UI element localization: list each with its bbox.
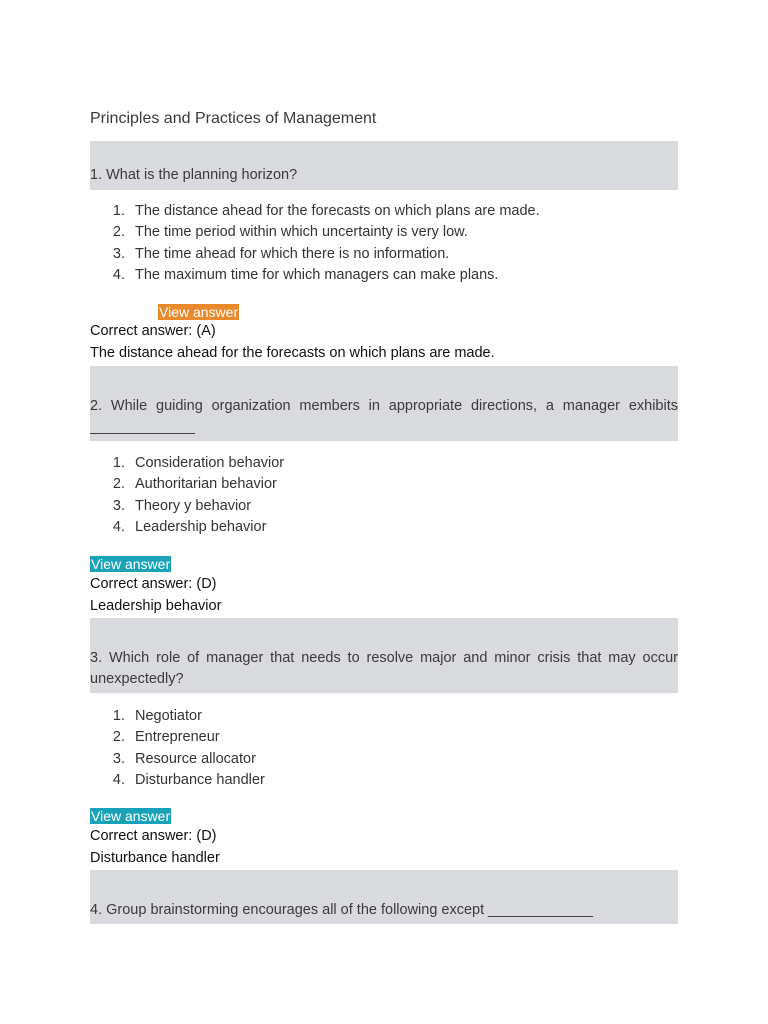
answer-explanation-3: Disturbance handler [90,850,220,866]
list-item: 1. Negotiator [112,708,202,724]
list-item: 4. The maximum time for which managers can make plans. [112,266,499,283]
list-item: 3. Resource allocator [112,750,256,767]
answer-explanation-1: The distance ahead for the forecasts on which plans are made. [90,345,495,361]
correct-answer-3: Correct answer: (D) [90,828,217,844]
list-item: 4. Disturbance handler [112,771,265,788]
list-item: 3. The time ahead for which there is no information. [112,245,450,262]
answer-explanation-2: Leadership behavior [90,598,222,614]
list-item: 2. Entrepreneur [112,729,220,746]
question-text: 4. Group brainstorming encourages all of the following except _____________ [90,902,594,918]
list-item: 2. The time period within which uncertainty is very low. [112,224,468,241]
view-answer-button-3[interactable]: View answer [91,808,171,824]
correct-answer-1: Correct answer: (A) [90,323,216,339]
question-4 [90,870,678,924]
list-item: 1. Consideration behavior [112,455,285,471]
options-list-2 [90,453,284,538]
page-title: Principles and Practices of Management [90,110,377,127]
options-list-3 [90,706,265,791]
list-item: 1. The distance ahead for the forecasts on which plans are made. [112,203,540,219]
question-text: 2. While guiding organization members in appropriate directions, a manager exhibits _____________ [90,398,678,435]
correct-answer-2: Correct answer: (D) [90,576,217,592]
question-text: 3. Which role of manager that needs to resolve major and minor crisis that may occur unexpectedly? [90,650,678,687]
list-item: 3. Theory y behavior [112,497,252,514]
question-2 [90,366,678,441]
view-answer-button-2[interactable]: View answer [91,556,171,572]
list-item: 2. Authoritarian behavior [112,476,277,493]
question-text: 1. What is the planning horizon? [90,167,298,183]
options-list-1 [90,201,540,286]
list-item: 4. Leadership behavior [112,518,267,535]
question-3 [90,618,678,693]
question-1 [90,141,678,190]
view-answer-button-1[interactable]: View answer [159,304,239,320]
